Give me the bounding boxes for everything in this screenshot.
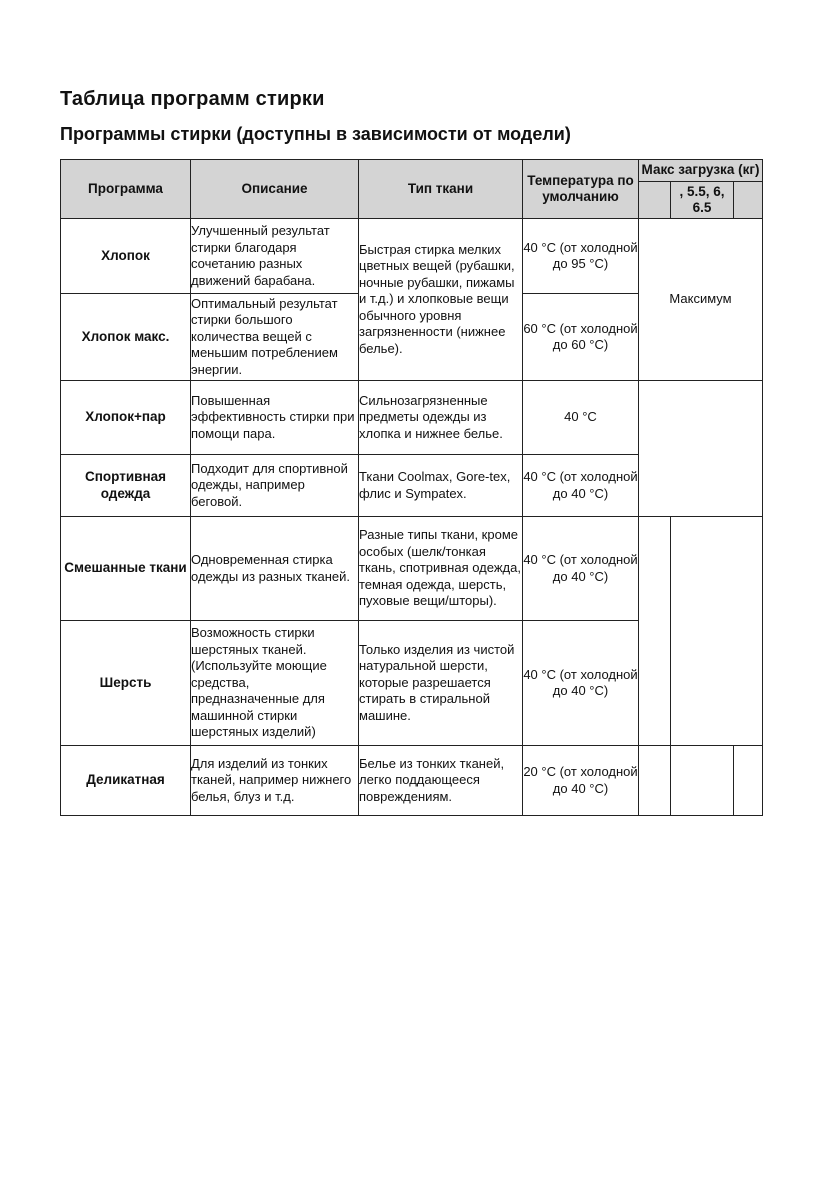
table-row [61,381,763,455]
table-row [61,219,763,294]
section-subtitle: Программы стирки (доступны в зависимости от модели) [60,124,571,144]
table-row [61,746,763,816]
header-program: Программа [61,160,191,219]
program-temperature: 40 °C (от холодной до 40 °C) [523,621,639,746]
program-name: Хлопок+пар [61,381,191,455]
header-load-blank-2 [734,182,763,219]
page-title: Таблица программ стирки [60,88,325,110]
program-name: Шерсть [61,621,191,746]
program-fabric: Сильнозагрязненные предметы одежды из хлопка и нижнее белье. [359,381,523,455]
program-temperature: 40 °C (от холодной до 40 °C) [523,455,639,517]
max-load-cell [734,746,763,816]
program-description: Для изделий из тонких тканей, например нижнего белья, блуз и т.д. [191,746,359,816]
program-fabric: Только изделия из чистой натуральной шерсти, которые разрешается стирать в стиральной машине. [359,621,523,746]
program-temperature: 20 °C (от холодной до 40 °C) [523,746,639,816]
program-description: Улучшенный результат стирки благодаря сочетанию разных движений барабана. [191,219,359,294]
header-load-values: , 5.5, 6, 6.5 [671,182,734,219]
program-description: Подходит для спортивной одежды, например беговой. [191,455,359,517]
max-load-cell [639,746,671,816]
program-temperature: 40 °C (от холодной до 95 °C) [523,219,639,294]
program-name: Деликатная [61,746,191,816]
program-temperature: 60 °C (от холодной до 60 °C) [523,294,639,381]
max-load-cell [671,746,734,816]
program-temperature: 40 °C (от холодной до 40 °C) [523,517,639,621]
header-temperature: Температура по умолчанию [523,160,639,219]
program-fabric: Разные типы ткани, кроме особых (шелк/тонкая ткань, спотривная одежда, темная одежда, шерсть, пуховые вещи/шторы). [359,517,523,621]
program-description: Оптимальный результат стирки большого количества вещей с меньшим потреблением энергии. [191,294,359,381]
program-fabric: Белье из тонких тканей, легко поддающееся повреждениям. [359,746,523,816]
header-max-load: Макс загрузка (кг) [639,160,763,182]
program-description: Возможность стирки шерстяных тканей. (Используйте моющие средства, предназначенные для машинной стирки шерстяных изделий) [191,621,359,746]
max-load-cell [671,517,763,746]
program-temperature: 40 °C [523,381,639,455]
header-fabric: Тип ткани [359,160,523,219]
program-name: Смешанные ткани [61,517,191,621]
table-row [61,517,763,621]
program-name: Хлопок [61,219,191,294]
program-fabric: Ткани Coolmax, Gore-tex, флис и Sympatex. [359,455,523,517]
program-fabric: Быстрая стирка мелких цветных вещей (рубашки, ночные рубашки, пижамы и т.д.) и хлопковые вещи обычного уровня загрязненности (нижнее белье). [359,219,523,381]
program-name: Хлопок макс. [61,294,191,381]
program-description: Повышенная эффективность стирки при помощи пара. [191,381,359,455]
max-load-cell [639,517,671,746]
max-load-empty [639,381,763,517]
program-name: Спортивная одежда [61,455,191,517]
wash-programs-table [60,159,763,816]
max-load-value: Максимум [639,219,763,381]
program-description: Одновременная стирка одежды из разных тканей. [191,517,359,621]
header-description: Описание [191,160,359,219]
header-load-blank-1 [639,182,671,219]
